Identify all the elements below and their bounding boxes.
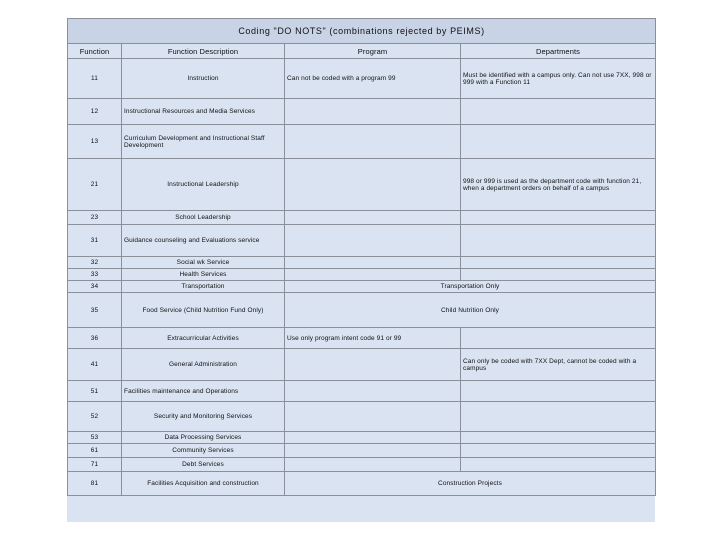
table-row bbox=[68, 59, 656, 99]
function-description-cell: Data Processing Services bbox=[122, 432, 285, 444]
program-cell bbox=[285, 402, 461, 432]
program-cell bbox=[285, 159, 461, 211]
function-code-cell: 34 bbox=[68, 281, 122, 293]
function-description-cell: Health Services bbox=[122, 269, 285, 281]
function-description-cell: Security and Monitoring Services bbox=[122, 402, 285, 432]
function-description-cell: Curriculum Development and Instructional Staff Development bbox=[122, 125, 285, 159]
function-code-cell: 12 bbox=[68, 99, 122, 125]
function-code-cell: 51 bbox=[68, 381, 122, 402]
function-description-cell: Facilities maintenance and Operations bbox=[122, 381, 285, 402]
function-code-cell: 21 bbox=[68, 159, 122, 211]
program-cell bbox=[285, 211, 461, 225]
department-cell bbox=[461, 225, 656, 257]
function-code-cell: 35 bbox=[68, 293, 122, 328]
table-row bbox=[68, 458, 656, 472]
department-cell: 998 or 999 is used as the department code with function 21, when a department orders on behalf of a campus bbox=[461, 159, 656, 211]
function-code-cell: 32 bbox=[68, 257, 122, 269]
table-title: Coding "DO NOTS" (combinations rejected by PEIMS) bbox=[68, 19, 656, 44]
table-row bbox=[68, 257, 656, 269]
program-cell bbox=[285, 99, 461, 125]
function-code-cell: 81 bbox=[68, 472, 122, 496]
function-code-cell: 41 bbox=[68, 349, 122, 381]
function-description-cell: Social wk Service bbox=[122, 257, 285, 269]
header-program: Program bbox=[285, 44, 461, 59]
function-description-cell: Debt Services bbox=[122, 458, 285, 472]
table-body bbox=[68, 59, 656, 496]
function-description-cell: Guidance counseling and Evaluations service bbox=[122, 225, 285, 257]
department-cell bbox=[461, 402, 656, 432]
table-row bbox=[68, 211, 656, 225]
department-cell bbox=[461, 444, 656, 458]
peims-do-nots-table bbox=[67, 18, 656, 496]
header-function: Function bbox=[68, 44, 122, 59]
program-cell bbox=[285, 225, 461, 257]
department-cell bbox=[461, 381, 656, 402]
header-departments: Departments bbox=[461, 44, 656, 59]
program-cell bbox=[285, 349, 461, 381]
function-code-cell: 71 bbox=[68, 458, 122, 472]
function-description-cell: Community Services bbox=[122, 444, 285, 458]
department-cell bbox=[461, 125, 656, 159]
function-code-cell: 52 bbox=[68, 402, 122, 432]
function-description-cell: Facilities Acquisition and construction bbox=[122, 472, 285, 496]
program-department-cell: Child Nutrition Only bbox=[285, 293, 656, 328]
table-row bbox=[68, 444, 656, 458]
table-row bbox=[68, 432, 656, 444]
table-row bbox=[68, 281, 656, 293]
program-cell bbox=[285, 269, 461, 281]
table-row bbox=[68, 269, 656, 281]
function-code-cell: 33 bbox=[68, 269, 122, 281]
header-description: Function Description bbox=[122, 44, 285, 59]
function-description-cell: Instructional Leadership bbox=[122, 159, 285, 211]
function-code-cell: 13 bbox=[68, 125, 122, 159]
table-row bbox=[68, 381, 656, 402]
department-cell: Must be identified with a campus only. Can not use 7XX, 998 or 999 with a Function 11 bbox=[461, 59, 656, 99]
department-cell bbox=[461, 328, 656, 349]
function-code-cell: 31 bbox=[68, 225, 122, 257]
function-code-cell: 53 bbox=[68, 432, 122, 444]
function-description-cell: General Administration bbox=[122, 349, 285, 381]
department-cell bbox=[461, 257, 656, 269]
program-cell: Use only program intent code 91 or 99 bbox=[285, 328, 461, 349]
department-cell bbox=[461, 269, 656, 281]
table-row bbox=[68, 293, 656, 328]
department-cell bbox=[461, 99, 656, 125]
table-row bbox=[68, 472, 656, 496]
function-description-cell: Instruction bbox=[122, 59, 285, 99]
table-row bbox=[68, 159, 656, 211]
table-row bbox=[68, 349, 656, 381]
title-row bbox=[68, 19, 656, 44]
function-description-cell: Food Service (Child Nutrition Fund Only) bbox=[122, 293, 285, 328]
table-row bbox=[68, 99, 656, 125]
function-description-cell: Instructional Resources and Media Services bbox=[122, 99, 285, 125]
department-cell bbox=[461, 211, 656, 225]
header-row bbox=[68, 44, 656, 59]
function-description-cell: School Leadership bbox=[122, 211, 285, 225]
table-row bbox=[68, 328, 656, 349]
department-cell bbox=[461, 432, 656, 444]
table-row bbox=[68, 402, 656, 432]
function-code-cell: 23 bbox=[68, 211, 122, 225]
program-cell bbox=[285, 432, 461, 444]
program-cell bbox=[285, 458, 461, 472]
program-cell bbox=[285, 444, 461, 458]
program-department-cell: Construction Projects bbox=[285, 472, 656, 496]
function-code-cell: 61 bbox=[68, 444, 122, 458]
program-cell bbox=[285, 381, 461, 402]
department-cell: Can only be coded with 7XX Dept, cannot be coded with a campus bbox=[461, 349, 656, 381]
function-code-cell: 11 bbox=[68, 59, 122, 99]
table-row bbox=[68, 125, 656, 159]
program-department-cell: Transportation Only bbox=[285, 281, 656, 293]
function-description-cell: Transportation bbox=[122, 281, 285, 293]
department-cell bbox=[461, 458, 656, 472]
program-cell: Can not be coded with a program 99 bbox=[285, 59, 461, 99]
program-cell bbox=[285, 125, 461, 159]
function-description-cell: Extracurricular Activities bbox=[122, 328, 285, 349]
program-cell bbox=[285, 257, 461, 269]
function-code-cell: 36 bbox=[68, 328, 122, 349]
table-row bbox=[68, 225, 656, 257]
